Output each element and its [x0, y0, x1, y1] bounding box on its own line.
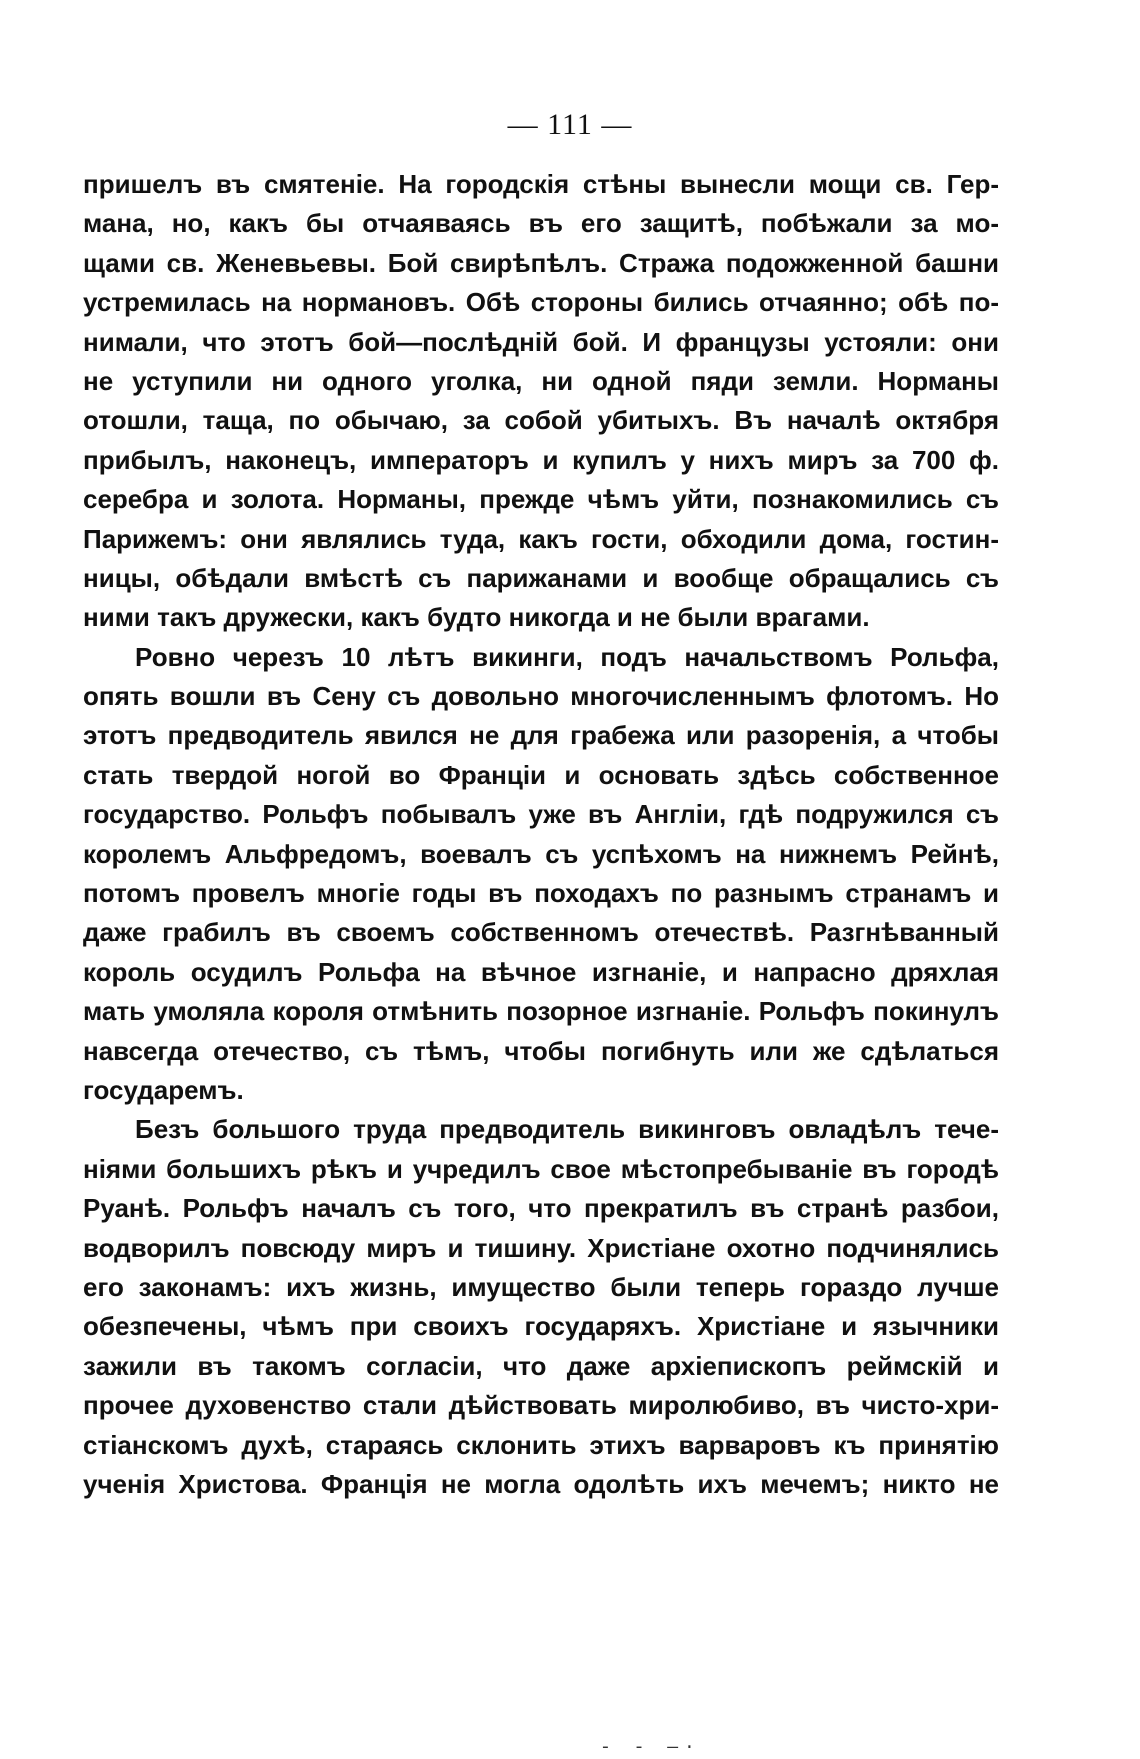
text-line: зажили въ такомъ согласіи, что даже архіепископъ реймскій и: [83, 1350, 999, 1381]
text-line: его законамъ: ихъ жизнь, имущество были теперь гораздо лучше: [83, 1271, 999, 1302]
text-line: ученія Христова. Франція не могла одолѣть ихъ мечемъ; никто не: [83, 1468, 999, 1499]
footer-marks: - - —·: [600, 1738, 701, 1758]
text-line: прибылъ, наконецъ, императоръ и купилъ у нихъ миръ за 700 ф.: [83, 444, 999, 475]
text-line: этотъ предводитель явился не для грабежа или разоренія, а чтобы: [83, 720, 999, 751]
text-line: Безъ большого труда предводитель викинговъ овладѣлъ тече-: [135, 1114, 999, 1145]
text-line: щами св. Женевьевы. Бой свирѣпѣлъ. Стража подожженной башни: [83, 247, 999, 278]
text-line: государемъ.: [83, 1074, 244, 1105]
text-line: государство. Рольфъ побывалъ уже въ Англіи, гдѣ подружился съ: [83, 799, 999, 830]
text-line: навсегда отечество, съ тѣмъ, чтобы погибнуть или же сдѣлаться: [83, 1035, 999, 1066]
paragraph: [83, 1110, 999, 1504]
text-line: мана, но, какъ бы отчаяваясь въ его защитѣ, побѣжали за мо-: [83, 208, 999, 239]
text-line: королемъ Альфредомъ, воевалъ съ успѣхомъ на нижнемъ Рейнѣ,: [83, 838, 999, 869]
text-line: мать умоляла короля отмѣнить позорное изгнаніе. Рольфъ покинулъ: [83, 996, 999, 1027]
text-line: пришелъ въ смятеніе. На городскія стѣны вынесли мощи св. Гер-: [83, 169, 999, 199]
text-line: серебра и золота. Норманы, прежде чѣмъ уйти, познакомились съ: [83, 484, 999, 515]
text-line: отошли, таща, по обычаю, за собой убитыхъ. Въ началѣ октября: [83, 405, 999, 436]
text-line: водворилъ повсюду миръ и тишину. Христіане охотно подчинялись: [83, 1232, 999, 1263]
text-line: Руанѣ. Рольфъ началъ съ того, что прекратилъ въ странѣ разбои,: [83, 1193, 999, 1224]
text-line: нимали, что этотъ бой—послѣдній бой. И французы устояли: они: [83, 326, 999, 357]
paragraph: [83, 638, 999, 1111]
paragraph: [83, 165, 999, 638]
text-line: стать твердой ногой во Франціи и основать здѣсь собственное: [83, 759, 999, 790]
text-line: не уступили ни одного уголка, ни одной пяди земли. Норманы: [83, 365, 999, 396]
text-line: опять вошли въ Сену съ довольно многочисленнымъ флотомъ. Но: [83, 681, 999, 712]
text-line: прочее духовенство стали дѣйствовать миролюбиво, въ чисто-хри-: [83, 1390, 999, 1421]
body-text: [83, 165, 999, 1504]
text-line: устремилась на нормановъ. Обѣ стороны бились отчаянно; обѣ по-: [83, 287, 999, 318]
text-line: ницы, обѣдали вмѣстѣ съ парижанами и вообще обращались съ: [83, 562, 999, 593]
text-line: стіанскомъ духѣ, стараясь склонить этихъ варваровъ къ принятію: [83, 1429, 999, 1460]
text-line: Парижемъ: они являлись туда, какъ гости, обходили дома, гостин-: [83, 523, 999, 554]
page-number: — 111 —: [507, 108, 633, 141]
text-line: даже грабилъ въ своемъ собственномъ отечествѣ. Разгнѣванный: [83, 917, 999, 948]
text-line: потомъ провелъ многіе годы въ походахъ по разнымъ странамъ и: [83, 878, 999, 909]
text-line: Ровно черезъ 10 лѣтъ викинги, подъ начальствомъ Рольфа,: [135, 641, 999, 672]
text-line: ними такъ дружески, какъ будто никогда и не были врагами.: [83, 602, 870, 633]
text-line: ніями большихъ рѣкъ и учредилъ свое мѣстопребываніе въ городѣ: [83, 1153, 999, 1184]
text-line: король осудилъ Рольфа на вѣчное изгнаніе, и напрасно дряхлая: [83, 956, 999, 987]
text-line: обезпечены, чѣмъ при своихъ государяхъ. Христіане и язычники: [83, 1311, 999, 1342]
